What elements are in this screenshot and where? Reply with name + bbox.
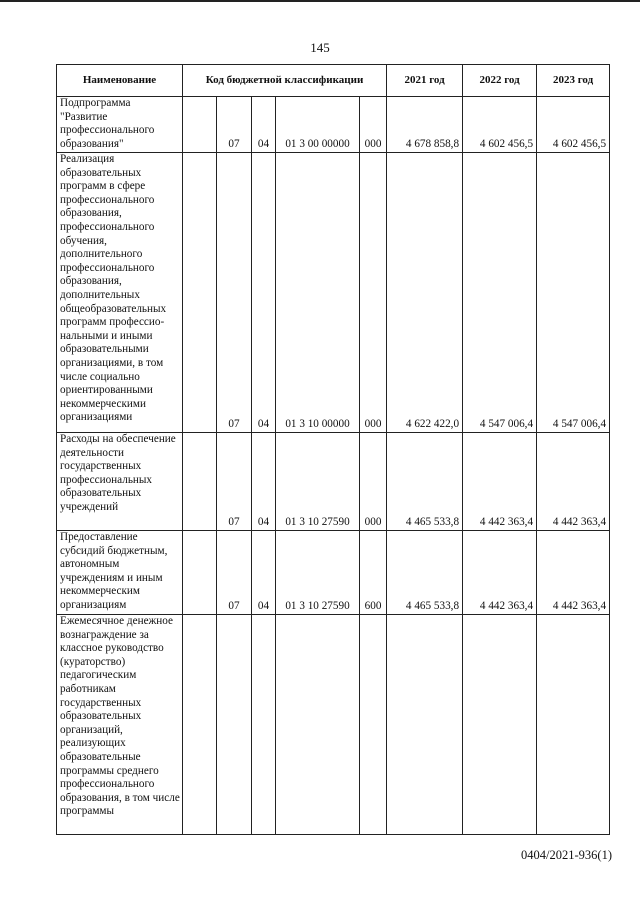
page-number: 145 — [310, 40, 330, 55]
budget-table — [56, 64, 610, 835]
row-code-subsection — [252, 615, 276, 835]
header-2023: 2023 год — [537, 65, 610, 97]
row-value-2021 — [387, 615, 463, 835]
row-code-type: 600 — [360, 531, 387, 615]
header-code: Код бюджетной классификации — [183, 65, 387, 97]
header-name: Наименование — [57, 65, 183, 97]
row-value-2022: 4 442 363,4 — [463, 433, 537, 531]
row-code-target — [276, 615, 360, 835]
row-name: Реализация образовательных программ в сфере профессионального образования, профессионального обучения, дополнительного профессионального образования, дополнительных общеобразовательных программ профессио-нальными и иными образовательными организациями, в том числе социально ориентированными некоммерческими организациями — [57, 153, 183, 433]
row-code-subsection: 04 — [252, 97, 276, 153]
row-name: Расходы на обеспечение деятельности государственных профессиональных образовательных учреждений — [57, 433, 183, 531]
table-row — [57, 97, 610, 153]
row-code-1 — [183, 531, 217, 615]
table-row — [57, 531, 610, 615]
row-value-2023 — [537, 615, 610, 835]
row-value-2023: 4 442 363,4 — [537, 531, 610, 615]
row-value-2022: 4 602 456,5 — [463, 97, 537, 153]
row-code-subsection: 04 — [252, 433, 276, 531]
row-code-1 — [183, 97, 217, 153]
row-code-section: 07 — [217, 531, 252, 615]
row-value-2021: 4 465 533,8 — [387, 433, 463, 531]
row-code-target: 01 3 00 00000 — [276, 97, 360, 153]
row-value-2022: 4 547 006,4 — [463, 153, 537, 433]
table-row — [57, 615, 610, 835]
row-code-target: 01 3 10 27590 — [276, 433, 360, 531]
row-code-target: 01 3 10 00000 — [276, 153, 360, 433]
row-code-section: 07 — [217, 97, 252, 153]
row-code-subsection: 04 — [252, 531, 276, 615]
row-name: Подпрограмма "Развитие профессионального образования" — [57, 97, 183, 153]
row-code-section: 07 — [217, 433, 252, 531]
row-code-section — [217, 615, 252, 835]
row-code-1 — [183, 153, 217, 433]
header-2022: 2022 год — [463, 65, 537, 97]
row-code-1 — [183, 433, 217, 531]
table-row — [57, 153, 610, 433]
row-code-section: 07 — [217, 153, 252, 433]
row-value-2023: 4 602 456,5 — [537, 97, 610, 153]
row-value-2021: 4 678 858,8 — [387, 97, 463, 153]
header-2021: 2021 год — [387, 65, 463, 97]
row-value-2021: 4 465 533,8 — [387, 531, 463, 615]
document-code: 0404/2021-936(1) — [521, 848, 612, 862]
table-row — [57, 433, 610, 531]
row-code-type: 000 — [360, 153, 387, 433]
row-value-2023: 4 442 363,4 — [537, 433, 610, 531]
table-header-row — [57, 65, 610, 97]
row-name: Предоставление субсидий бюджетным, автономным учреждениям и иным некоммерческим организациям — [57, 531, 183, 615]
row-code-target: 01 3 10 27590 — [276, 531, 360, 615]
row-name: Ежемесячное денежное вознаграждение за классное руководство (кураторство) педагогическим работникам государственных образовательных организаций, реализующих образовательные программы среднего профессионального образования, в том числе программы — [57, 615, 183, 835]
row-code-1 — [183, 615, 217, 835]
row-code-type — [360, 615, 387, 835]
row-code-type: 000 — [360, 97, 387, 153]
row-value-2022 — [463, 615, 537, 835]
row-code-type: 000 — [360, 433, 387, 531]
row-value-2023: 4 547 006,4 — [537, 153, 610, 433]
row-value-2022: 4 442 363,4 — [463, 531, 537, 615]
row-code-subsection: 04 — [252, 153, 276, 433]
row-value-2021: 4 622 422,0 — [387, 153, 463, 433]
top-edge-line — [0, 0, 640, 2]
